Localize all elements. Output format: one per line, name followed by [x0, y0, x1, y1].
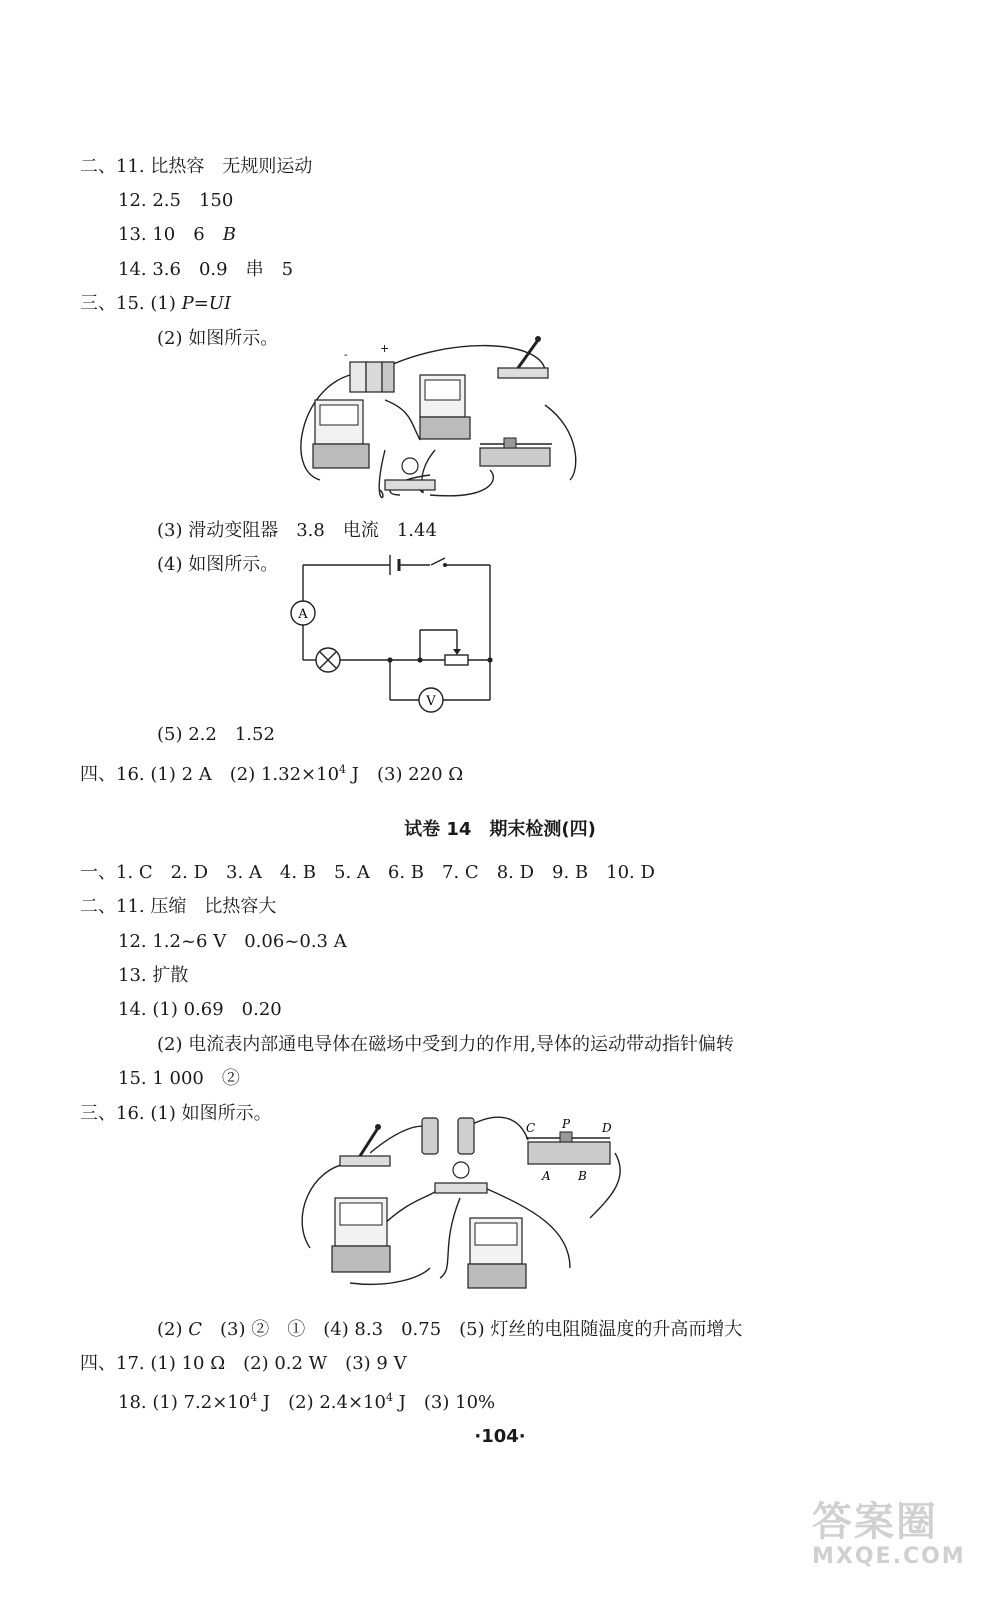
answer-line: 一、1. C 2. D 3. A 4. B 5. A 6. B 7. C 8. D 9. B 10. D — [80, 862, 655, 883]
physical-circuit-diagram-2 — [290, 1108, 630, 1308]
exponent: 4 — [250, 1391, 258, 1404]
answer-text: J (3) 220 Ω — [346, 764, 464, 785]
answer-line — [80, 292, 231, 316]
switch-icon — [340, 1124, 390, 1166]
switch-icon — [498, 336, 548, 378]
ammeter-icon — [313, 400, 369, 468]
physical-circuit-diagram-1 — [280, 330, 600, 510]
section-title: 试卷 14 期末检测(四) — [404, 819, 596, 840]
rheostat-icon — [526, 1117, 612, 1183]
answer-text: J (2) 2.4×10 — [257, 1392, 386, 1413]
lamp-symbol — [316, 648, 340, 672]
answer-line: 15. 1 000 ② — [118, 1068, 240, 1089]
answer-line: 14. 3.6 0.9 串 5 — [118, 259, 294, 280]
answer-italic: B — [222, 224, 236, 245]
junction-dot — [417, 657, 422, 662]
exponent: 4 — [385, 1391, 393, 1404]
answer-text: 三、15. (1) — [80, 293, 182, 314]
battery-plus-label: + — [380, 342, 390, 355]
answer-italic: P=UI — [181, 293, 232, 314]
answer-text: J (3) 10% — [392, 1392, 496, 1413]
exponent: 4 — [339, 763, 347, 776]
terminal-c-label: C — [526, 1121, 536, 1135]
answer-line: 四、17. (1) 10 Ω (2) 0.2 W (3) 9 V — [80, 1353, 407, 1374]
answer-line: 三、16. (1) 如图所示。 — [80, 1103, 272, 1124]
watermark-main-text: 答案圈 — [812, 1499, 938, 1545]
page-number: ·104· — [474, 1426, 526, 1447]
rheostat-symbol — [445, 655, 468, 665]
rheostat-icon — [480, 438, 552, 466]
answer-line: (2) 电流表内部通电导体在磁场中受到力的作用,导体的运动带动指针偏转 — [157, 1034, 734, 1055]
bulb-icon — [435, 1162, 487, 1193]
answer-line: 14. (1) 0.69 0.20 — [118, 999, 282, 1020]
voltmeter-icon — [420, 375, 470, 439]
answer-text: 13. 10 6 — [118, 224, 223, 245]
ammeter-icon — [332, 1198, 390, 1272]
answer-line: (5) 2.2 1.52 — [157, 724, 275, 745]
terminal-d-label: D — [602, 1121, 612, 1135]
answer-italic: C — [188, 1319, 202, 1340]
watermark-logo — [812, 1500, 982, 1578]
answer-text: 四、16. (1) 2 A (2) 1.32×10 — [80, 764, 340, 785]
answer-text: (3) ② ① (4) 8.3 0.75 (5) 灯丝的电阻随温度的升高而增大 — [202, 1319, 743, 1340]
battery-minus-label: - — [344, 348, 348, 361]
terminal-a-label: A — [542, 1169, 551, 1183]
terminal-b-label: B — [578, 1169, 587, 1183]
junction-dot — [487, 657, 492, 662]
answer-line: 12. 2.5 150 — [118, 190, 234, 211]
answer-line: (2) 如图所示。 — [157, 328, 279, 349]
switch-contact — [443, 563, 447, 567]
battery-icon — [422, 1118, 474, 1154]
answer-line — [80, 758, 463, 787]
slider-p-label: P — [562, 1117, 571, 1131]
watermark-sub-text: MXQE.COM — [812, 1544, 966, 1569]
circuit-schematic — [285, 555, 500, 715]
voltmeter-icon — [468, 1218, 526, 1288]
answer-line — [118, 223, 236, 247]
voltmeter-label: V — [426, 694, 436, 709]
bulb-icon — [385, 458, 435, 490]
answer-text: (2) — [157, 1319, 189, 1340]
answer-line — [118, 1386, 495, 1415]
answer-line: 13. 扩散 — [118, 965, 189, 986]
answer-line: 二、11. 压缩 比热容大 — [80, 896, 277, 917]
answer-line: (4) 如图所示。 — [157, 554, 279, 575]
answer-line: 12. 1.2~6 V 0.06~0.3 A — [118, 931, 347, 952]
rheostat-slider-arrow — [453, 649, 461, 655]
ammeter-label: A — [298, 607, 308, 622]
battery-icon — [344, 342, 394, 392]
answer-line: 二、11. 比热容 无规则运动 — [80, 156, 313, 177]
answer-line: (3) 滑动变阻器 3.8 电流 1.44 — [157, 520, 437, 541]
answer-line — [157, 1318, 742, 1342]
answer-text: 18. (1) 7.2×10 — [118, 1392, 251, 1413]
junction-dot — [387, 657, 392, 662]
